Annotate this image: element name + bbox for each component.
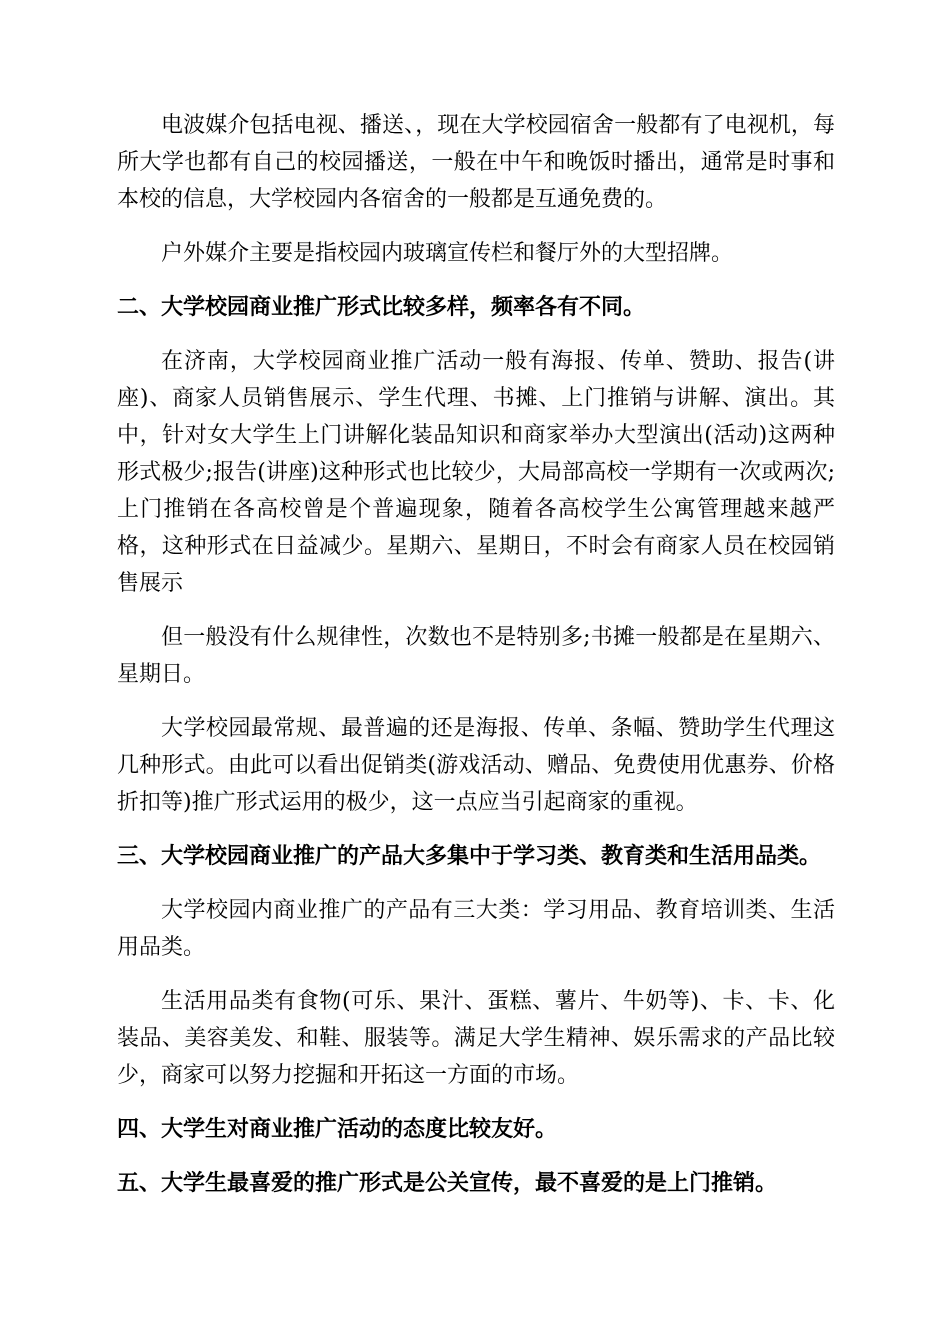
paragraph-book-stalls: 但一般没有什么规律性，次数也不是特别多;书摊一般都是在星期六、星期日。 bbox=[117, 625, 835, 687]
section-heading-4: 四、大学生对商业推广活动的态度比较友好。 bbox=[117, 1117, 558, 1142]
section-heading-2: 二、大学校园商业推广形式比较多样，频率各有不同。 bbox=[117, 295, 646, 320]
paragraph-product-categories: 大学校园内商业推广的产品有三大类：学习用品、教育培训类、生活用品类。 bbox=[117, 898, 835, 960]
section-heading-5: 五、大学生最喜爱的推广形式是公关宣传，最不喜爱的是上门推销。 bbox=[117, 1171, 778, 1196]
paragraph-promotion-forms: 在济南，大学校园商业推广活动一般有海报、传单、赞助、报告(讲座)、商家人员销售展示、学生代理、书摊、上门推销与讲解、演出。其中，针对女大学生上门讲解化装品知识和商家举办大型演出(活动)这两种形式极少;报告(讲座)这种形式也比较少，大局部高校一学期有一次或两次;上门推销在各高校曾是个普遍现象，随着各高校学生公寓管理越来越严格，这种形式在日益减少。星期六、星期日，不时会有商家人员在校园销售展示 bbox=[117, 349, 835, 596]
paragraph-outdoor-media: 户外媒介主要是指校园内玻璃宣传栏和餐厅外的大型招牌。 bbox=[161, 241, 734, 266]
document-body bbox=[117, 107, 835, 1219]
paragraph-daily-goods: 生活用品类有食物(可乐、果汁、蛋糕、薯片、牛奶等)、卡、卡、化装品、美容美发、和鞋、服装等。满足大学生精神、娱乐需求的产品比较少，商家可以努力挖掘和开拓这一方面的市场。 bbox=[117, 989, 835, 1088]
paragraph-common-forms: 大学校园最常规、最普遍的还是海报、传单、条幅、赞助学生代理这几种形式。由此可以看出促销类(游戏活动、赠品、免费使用优惠券、价格折扣等)推广形式运用的极少，这一点应当引起商家的重视。 bbox=[117, 716, 835, 815]
paragraph-radio-media: 电波媒介包括电视、播送、，现在大学校园宿舍一般都有了电视机，每所大学也都有自己的校园播送，一般在中午和晚饭时播出，通常是时事和本校的信息，大学校园内各宿舍的一般都是互通免费的。 bbox=[117, 113, 835, 212]
section-heading-3: 三、大学校园商业推广的产品大多集中于学习类、教育类和生活用品类。 bbox=[117, 844, 822, 869]
